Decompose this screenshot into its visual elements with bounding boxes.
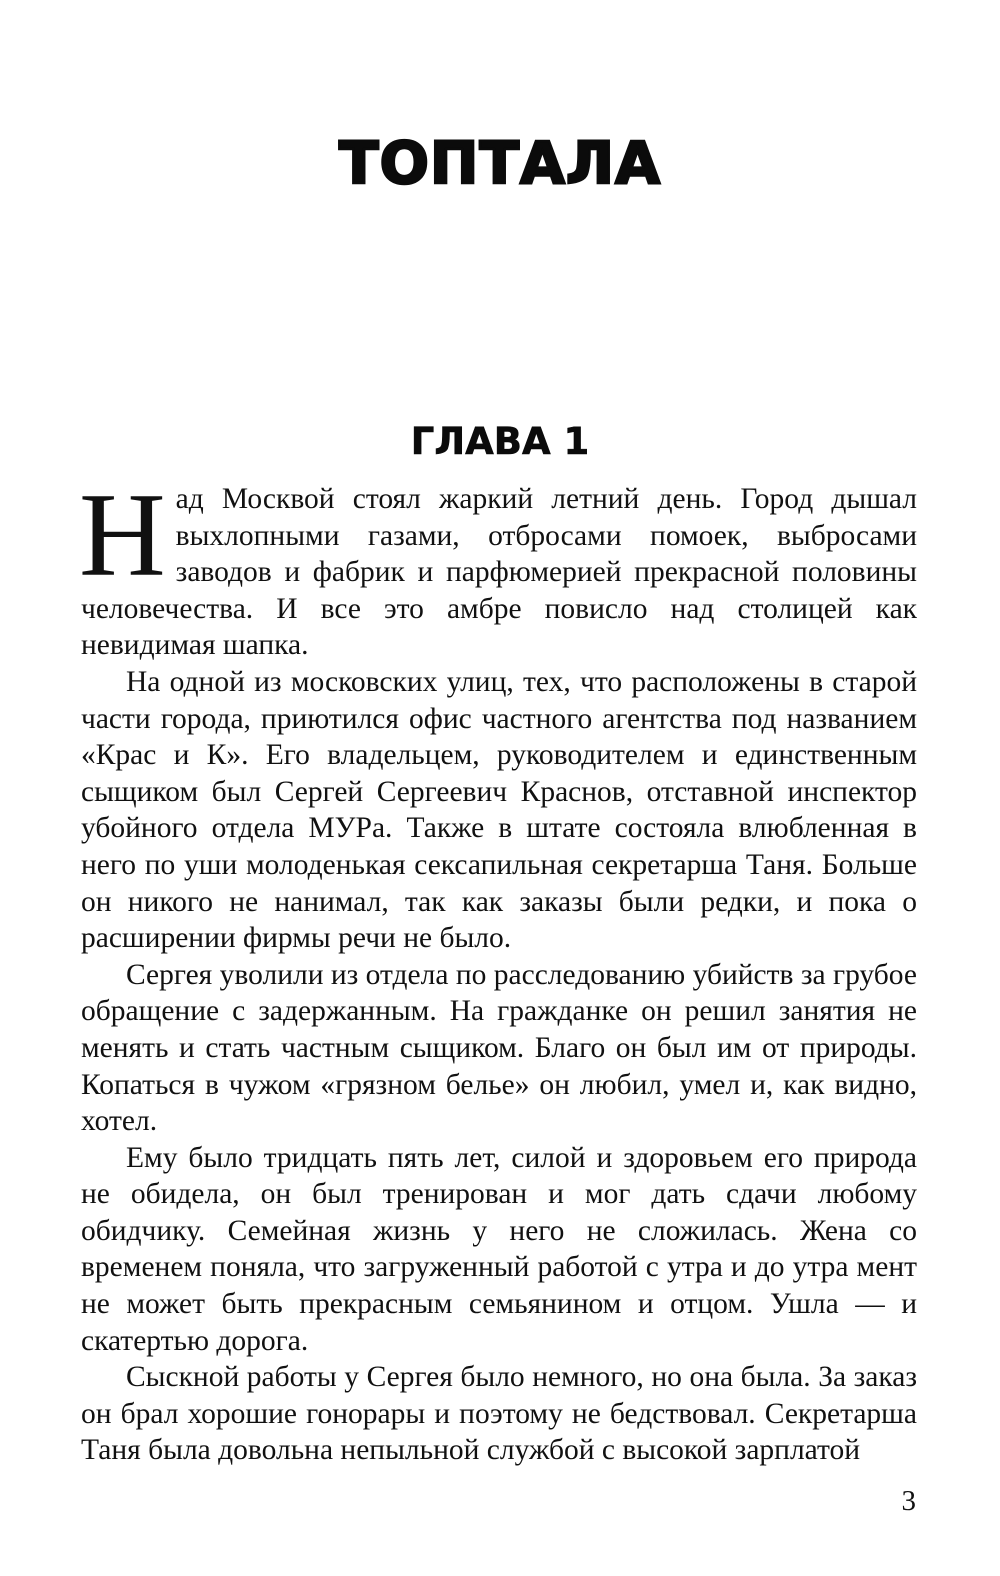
page-number: 3 [901,1485,916,1517]
book-title: ТОПТАЛА [339,129,661,197]
chapter-heading: ГЛАВА 1 [410,420,590,463]
paragraph: На одной из московских улиц, тех, что расположены в старой части города, приютился офис частного агентства под названием «Крас и К». Его владельцем, руководителем и единственным сыщиком был Сергей Сергеевич Краснов, отставной инспектор убойного отдела МУРа. Также в штате состояла влюбленная в него по уши молоденькая сексапильная секретарша Таня. Больше он никого не нанимал, так как заказы были редки, и пока о расширении фирмы речи не было. [81,665,917,955]
paragraph: Ему было тридцать пять лет, силой и здоровьем его природа не обидела, он был тренирован и мог дать сдачи любому обидчику. Семейная жизнь у него не сложилась. Жена со временем поняла, что загруженный работой с утра и до утра мент не может быть прекрасным семьянином и отцом. Ушла — и скатертью дорога. [81,1141,917,1357]
paragraph: Сыскной работы у Сергея было немного, но она была. За заказ он брал хорошие гонорары и поэтому не бедствовал. Секретарша Таня была довольна непыльной службой с высокой зарплатой [81,1361,917,1467]
drop-cap-letter: Н [79,468,166,601]
chapter-text [79,468,917,1469]
first-paragraph-text: ад Москвой стоял жаркий летний день. Город дышал выхлопными газами, отбросами помоек, выбросами заводов и фабрик и парфюмерией прекрасной половины человечества. И все это амбре повисло над столицей как невидимая шапка. [81,483,917,662]
paragraph: Сергея уволили из отдела по расследованию убийств за грубое обращение с задержанным. На гражданке он решил занятия не менять и стать частным сыщиком. Благо он был им от природы. Копаться в чужом «грязном белье» он любил, умел и, как видно, хотел. [81,958,917,1138]
first-paragraph [79,468,917,664]
